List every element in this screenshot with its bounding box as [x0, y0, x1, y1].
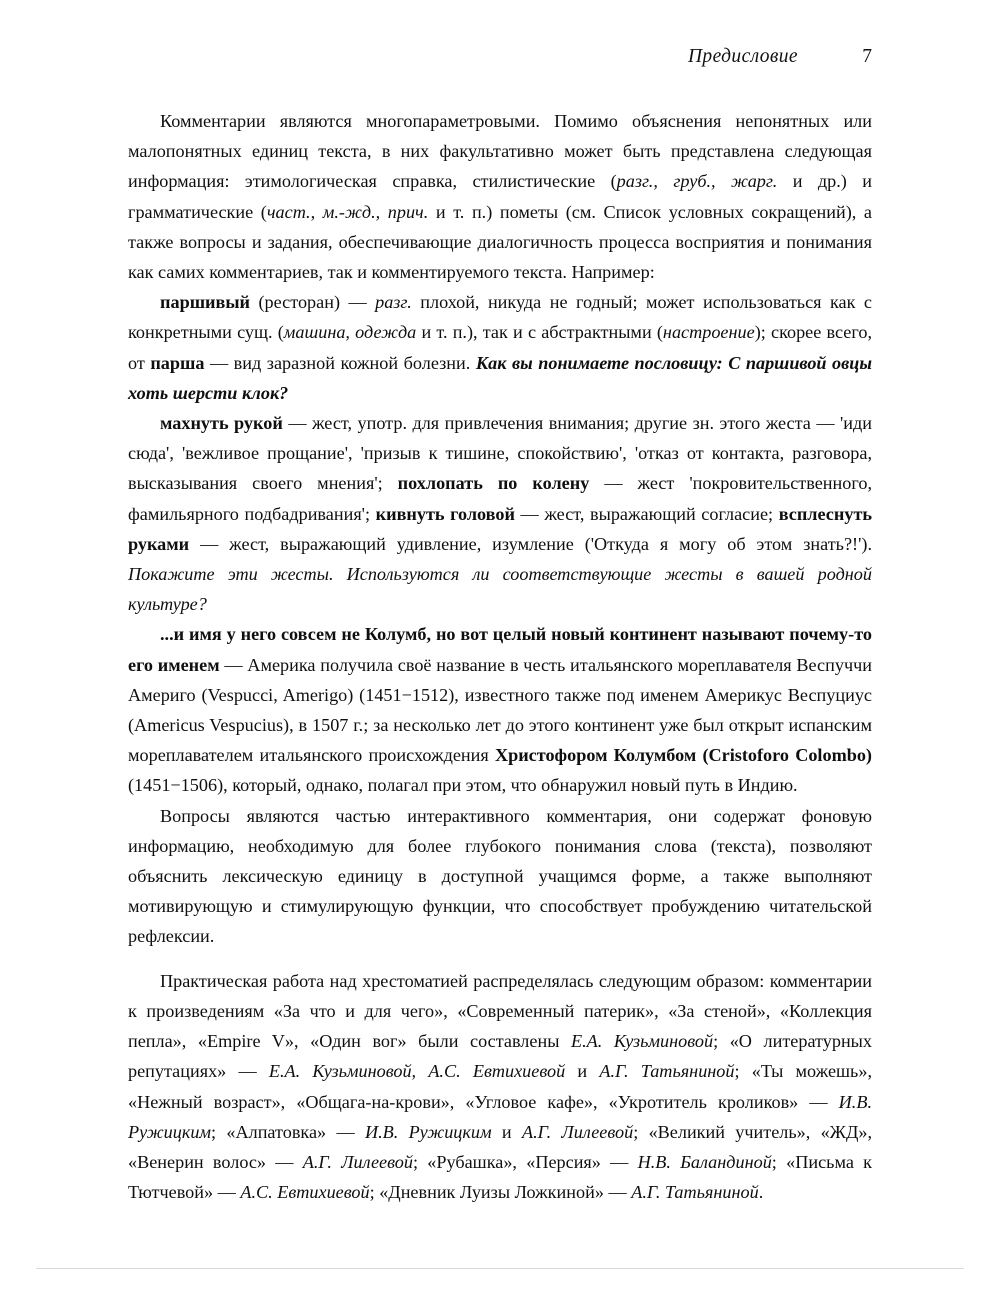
text-run: И.В. Ружицким — [364, 1121, 492, 1142]
text-run: ); скорее всего, от — [128, 322, 872, 373]
text-run: паршивый — [160, 292, 251, 313]
text-run: всплеснуть руками — [128, 503, 872, 554]
text-run: част., м.-жд., прич. — [266, 201, 429, 222]
text-run: Покажите эти жесты. Используются ли соответствующие жесты в вашей родной культуре? — [128, 564, 872, 615]
text-run: Е.А. Кузьминовой — [571, 1031, 714, 1052]
text-run: (1451−1506), который, однако, полагал при этом, что обнаружил новый путь в Индию. — [128, 775, 798, 796]
paragraph — [128, 801, 872, 952]
text-run: Комментарии являются многопараметровыми. Помимо объяснения непонятных или малопонятных единиц текста, в них факультативно может быть представлена следующая информация: этимологическая справка, стилистические ( — [128, 111, 872, 192]
text-run: А.Г. Лилеевой — [521, 1121, 634, 1142]
text-run: — жест 'покровительственного, фамильярного подбадривания'; — [128, 473, 872, 524]
text-run: . — [758, 1182, 764, 1203]
text-run: — жест, выражающий удивление, изумление ('Откуда я могу об этом знать?!'). — [189, 533, 872, 554]
text-run: ; «О литературных репутациях» — — [128, 1031, 872, 1082]
text-run: А.Г. Татьяниной — [599, 1061, 735, 1082]
text-run: А.Г. Татьяниной — [631, 1182, 759, 1203]
running-head-title: Предисловие — [687, 46, 798, 67]
text-run: ; «Великий учитель», «ЖД», «Венерин волос» — — [128, 1121, 873, 1172]
paragraph — [128, 619, 872, 800]
text-run: И.В. Ружицким — [128, 1091, 872, 1142]
text-run: Христофором Колумбом (Cristoforo Colombo) — [494, 745, 872, 766]
text-run: кивнуть головой — [375, 503, 515, 524]
page-number: 7 — [862, 46, 872, 67]
text-run: похлопать по колену — [397, 473, 590, 494]
page-left-margin — [0, 0, 14, 1300]
text-run: и — [565, 1061, 600, 1082]
text-run: ; «Письма к Тютчевой» — — [128, 1151, 872, 1203]
text-run: плохой, никуда не годный; может использоваться как с конкретными сущ. ( — [128, 292, 872, 343]
body-text — [128, 106, 872, 1207]
running-head — [128, 46, 872, 80]
text-run: Практическая работа над хрестоматией распределялась следующим образом: комментарии к произведениям «За что и для чего», «Современный патерик», «За стеной», «Коллекция пепла», «Empire V», «Один вог» были составлены — [128, 970, 872, 1052]
page-content — [128, 46, 872, 1207]
text-run: Вопросы являются частью интерактивного комментария, они содержат фоновую информацию, необходимую для более глубокого понимания слова (текста), позволяют объяснить лексическую единицу в доступной учащимся форме, а также выполняют мотивирующую и стимулирующую функции, что способствует пробуждению читательской рефлексии. — [128, 805, 872, 947]
paragraph — [128, 287, 872, 408]
text-run: Е.А. Кузьминовой, А.С. Евтихиевой — [268, 1061, 566, 1082]
text-run: Н.В. Баландиной — [637, 1151, 772, 1172]
text-run: ; «Ты можешь», «Нежный возраст», «Общага-на-крови», «Угловое кафе», «Укротитель кроликов» — — [128, 1061, 872, 1112]
text-run: — жест, употр. для привлечения внимания; другие зн. этого жеста — 'иди сюда', 'вежливое прощание', 'призыв к тишине, спокойствию', 'отказ от контакта, разговора, высказывания своего мнения'; — [128, 413, 873, 494]
text-run: ; «Алпатовка» — — [211, 1121, 365, 1142]
footer-divider — [36, 1268, 964, 1269]
text-run: А.С. Евтихиевой — [240, 1182, 370, 1203]
text-run: — Америка получила своё название в честь итальянского мореплавателя Веспуччи Америго (Vespucci, Amerigo) (1451−1512), известного также под именем Америкус Веспуциус (Americus Vespucius), в 1507 г.; за несколько лет до этого континент уже был открыт испанским мореплавателем итальянского происхождения — [128, 654, 872, 766]
text-run: парша — [150, 352, 205, 373]
text-run: махнуть рукой — [160, 413, 283, 434]
text-run: — жест, выражающий согласие; — [514, 503, 779, 524]
text-run: ; «Дневник Луизы Ложкиной» — — [369, 1182, 632, 1203]
text-run: разг., груб., жарг. — [616, 171, 778, 192]
text-run: и т. п.) пометы (см. Список условных сокращений), а также вопросы и задания, обеспечивающие диалогичность процесса восприятия и понимания как самих комментариев, так и комментируемого текста. Например: — [128, 201, 872, 283]
text-run: и т. п.), так и с абстрактными ( — [416, 322, 663, 343]
paragraph — [128, 106, 872, 287]
text-run: настроение — [662, 322, 755, 343]
text-run: Как вы понимаете пословицу: С паршивой овцы хоть шерсти клок? — [128, 352, 872, 403]
text-run: — вид заразной кожной болезни. — [204, 352, 476, 373]
text-run: машина, одежда — [283, 322, 417, 343]
paragraph — [128, 966, 872, 1208]
text-run: и — [491, 1121, 522, 1142]
paragraph — [128, 408, 872, 619]
text-run: и др.) и грамматические ( — [128, 171, 872, 222]
text-run: А.Г. Лилеевой — [302, 1151, 413, 1172]
text-run: ; «Рубашка», «Персия» — — [412, 1151, 638, 1172]
text-run: (ресторан) — — [250, 292, 376, 313]
text-run: ...и имя у него совсем не Колумб, но вот целый новый континент называют почему-то его именем — [128, 624, 872, 675]
text-run: разг. — [375, 292, 412, 313]
